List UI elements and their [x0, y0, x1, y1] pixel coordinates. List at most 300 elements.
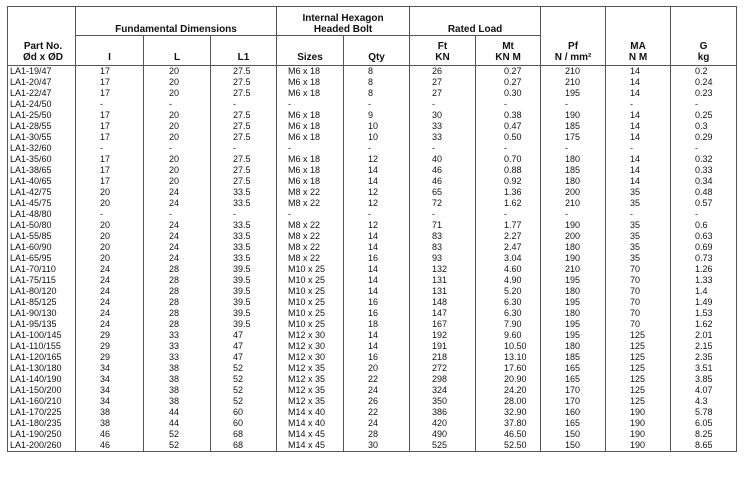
bolt-qty-cell: 18	[344, 319, 410, 330]
ma-cell: 14	[606, 88, 671, 99]
l1-cell: 47	[211, 330, 277, 341]
l-cell: 20	[144, 66, 211, 78]
i-cell: 20	[76, 242, 144, 253]
l-cell: 28	[144, 308, 211, 319]
l-cell: -	[144, 99, 211, 110]
bolt-qty-cell: 26	[344, 396, 410, 407]
part-no-cell: LA1-180/235	[8, 418, 76, 429]
l-cell: 20	[144, 121, 211, 132]
mt-cell: 0.47	[476, 121, 541, 132]
mt-cell: 5.20	[476, 286, 541, 297]
part-no-cell: LA1-190/250	[8, 429, 76, 440]
ft-cell: 324	[410, 385, 476, 396]
pf-cell: -	[541, 99, 606, 110]
part-no-cell: LA1-140/190	[8, 374, 76, 385]
l1-cell: 39.5	[211, 275, 277, 286]
g-cell: 8.25	[671, 429, 737, 440]
l-cell: 38	[144, 396, 211, 407]
g-cell: 0.3	[671, 121, 737, 132]
ft-cell: 525	[410, 440, 476, 452]
bolt-qty-cell: 8	[344, 88, 410, 99]
table-row	[8, 88, 737, 99]
l-cell: 38	[144, 385, 211, 396]
ma-cell: 190	[606, 440, 671, 452]
bolt-qty-cell: 16	[344, 352, 410, 363]
i-cell: 38	[76, 418, 144, 429]
g-cell: 5.78	[671, 407, 737, 418]
l-cell: 33	[144, 341, 211, 352]
i-cell: 46	[76, 440, 144, 452]
mt-cell: 37.80	[476, 418, 541, 429]
l1-cell: 47	[211, 341, 277, 352]
bolt-size-cell: M12 x 35	[277, 396, 344, 407]
bolt-size-cell: M12 x 35	[277, 385, 344, 396]
mt-cell: 0.70	[476, 154, 541, 165]
l-cell: 20	[144, 165, 211, 176]
pf-cell: 185	[541, 165, 606, 176]
mt-cell: -	[476, 143, 541, 154]
table-row	[8, 297, 737, 308]
pf-header-line2: N / mm²	[554, 52, 592, 63]
ft-header-line1: Ft	[437, 41, 448, 52]
bolt-qty-cell: 8	[344, 66, 410, 78]
pf-cell: 210	[541, 77, 606, 88]
fundamental-dimensions-header: Fundamental Dimensions	[76, 7, 277, 36]
mt-cell: 2.27	[476, 231, 541, 242]
g-cell: 4.3	[671, 396, 737, 407]
part-no-cell: LA1-85/125	[8, 297, 76, 308]
table-row	[8, 352, 737, 363]
g-cell: 0.63	[671, 231, 737, 242]
bolt-size-cell: -	[277, 99, 344, 110]
part-no-cell: LA1-55/85	[8, 231, 76, 242]
ma-cell: 35	[606, 231, 671, 242]
mt-header-line2: KN M	[495, 52, 521, 63]
part-no-cell: LA1-130/180	[8, 363, 76, 374]
ft-cell: 272	[410, 363, 476, 374]
l-cell: 28	[144, 264, 211, 275]
ft-cell: 420	[410, 418, 476, 429]
g-cell: 8.65	[671, 440, 737, 452]
g-cell: 2.15	[671, 341, 737, 352]
ft-cell: 148	[410, 297, 476, 308]
l1-cell: 33.5	[211, 231, 277, 242]
part-no-cell: LA1-60/90	[8, 242, 76, 253]
i-cell: 24	[76, 308, 144, 319]
mt-cell: 9.60	[476, 330, 541, 341]
part-no-cell: LA1-200/260	[8, 440, 76, 452]
bolt-qty-cell: 9	[344, 110, 410, 121]
part-no-cell: LA1-22/47	[8, 88, 76, 99]
table-row	[8, 198, 737, 209]
bolt-size-cell: M8 x 22	[277, 198, 344, 209]
ma-cell: 70	[606, 286, 671, 297]
l1-cell: 68	[211, 440, 277, 452]
part-no-cell: LA1-38/65	[8, 165, 76, 176]
l1-cell: 33.5	[211, 253, 277, 264]
mt-cell: 6.30	[476, 297, 541, 308]
l-cell: 24	[144, 253, 211, 264]
pf-cell: 180	[541, 154, 606, 165]
bolt-size-cell: M6 x 18	[277, 66, 344, 78]
pf-cell: 185	[541, 121, 606, 132]
mt-cell: 20.90	[476, 374, 541, 385]
l1-cell: 33.5	[211, 198, 277, 209]
col-i-header: I	[76, 36, 144, 66]
mt-cell: 24.20	[476, 385, 541, 396]
l1-cell: 27.5	[211, 88, 277, 99]
bolt-size-cell: M12 x 35	[277, 363, 344, 374]
pf-cell: 210	[541, 198, 606, 209]
mt-cell: 1.36	[476, 187, 541, 198]
pf-cell: 180	[541, 176, 606, 187]
ma-cell: 70	[606, 308, 671, 319]
part-no-cell: LA1-100/145	[8, 330, 76, 341]
bolt-size-cell: M10 x 25	[277, 308, 344, 319]
part-no-cell: LA1-35/60	[8, 154, 76, 165]
bolt-qty-cell: 14	[344, 275, 410, 286]
part-no-label: Part No.	[23, 41, 63, 52]
ma-cell: 14	[606, 154, 671, 165]
l-cell: 24	[144, 198, 211, 209]
spec-table-container	[7, 6, 736, 473]
bolt-size-cell: M14 x 40	[277, 407, 344, 418]
pf-cell: 185	[541, 352, 606, 363]
ft-cell: 33	[410, 121, 476, 132]
pf-cell: 190	[541, 253, 606, 264]
i-cell: 29	[76, 341, 144, 352]
ft-cell: 83	[410, 231, 476, 242]
i-cell: 38	[76, 407, 144, 418]
g-cell: 0.6	[671, 220, 737, 231]
bolt-size-cell: M10 x 25	[277, 275, 344, 286]
l1-cell: 27.5	[211, 77, 277, 88]
pf-cell: 195	[541, 297, 606, 308]
bolt-header-line1: Internal Hexagon	[302, 13, 384, 24]
table-row	[8, 154, 737, 165]
bolt-qty-cell: 28	[344, 429, 410, 440]
g-cell: 0.48	[671, 187, 737, 198]
table-row	[8, 99, 737, 110]
pf-cell: 210	[541, 66, 606, 78]
ma-header-line1: MA	[630, 41, 646, 52]
ma-cell: 35	[606, 253, 671, 264]
ft-cell: 30	[410, 110, 476, 121]
ft-cell: 40	[410, 154, 476, 165]
i-cell: 20	[76, 198, 144, 209]
table-row	[8, 396, 737, 407]
l1-cell: 27.5	[211, 154, 277, 165]
part-no-cell: LA1-40/65	[8, 176, 76, 187]
ma-cell: 70	[606, 297, 671, 308]
l-cell: 20	[144, 110, 211, 121]
part-no-cell: LA1-28/55	[8, 121, 76, 132]
bolt-size-cell: M8 x 22	[277, 187, 344, 198]
part-no-cell: LA1-32/60	[8, 143, 76, 154]
pf-cell: 195	[541, 275, 606, 286]
g-cell: 1.26	[671, 264, 737, 275]
g-cell: 0.23	[671, 88, 737, 99]
mt-cell: -	[476, 99, 541, 110]
l1-cell: 52	[211, 385, 277, 396]
i-cell: 24	[76, 275, 144, 286]
g-cell: 0.57	[671, 198, 737, 209]
bolt-qty-cell: 14	[344, 330, 410, 341]
ft-cell: 33	[410, 132, 476, 143]
i-cell: 17	[76, 176, 144, 187]
l1-cell: 39.5	[211, 264, 277, 275]
g-header-line1: G	[699, 41, 708, 52]
ma-cell: 70	[606, 319, 671, 330]
bolt-qty-cell: 24	[344, 418, 410, 429]
pf-cell: -	[541, 143, 606, 154]
i-cell: 17	[76, 132, 144, 143]
pf-cell: 165	[541, 363, 606, 374]
ma-cell: 125	[606, 352, 671, 363]
table-row	[8, 319, 737, 330]
bolt-size-cell: M10 x 25	[277, 319, 344, 330]
bolt-size-cell: M14 x 40	[277, 418, 344, 429]
l1-cell: -	[211, 99, 277, 110]
bolt-size-cell: -	[277, 209, 344, 220]
mt-cell: 1.62	[476, 198, 541, 209]
table-row	[8, 110, 737, 121]
l-cell: 28	[144, 275, 211, 286]
bolt-size-cell: M6 x 18	[277, 132, 344, 143]
bolt-qty-cell: 24	[344, 385, 410, 396]
bolt-qty-cell: 20	[344, 363, 410, 374]
bolt-size-cell: M8 x 22	[277, 253, 344, 264]
g-cell: 3.85	[671, 374, 737, 385]
bolt-qty-cell: 12	[344, 220, 410, 231]
g-cell: 1.53	[671, 308, 737, 319]
g-cell: 0.34	[671, 176, 737, 187]
table-row	[8, 341, 737, 352]
l1-cell: 33.5	[211, 220, 277, 231]
table-row	[8, 253, 737, 264]
i-cell: 24	[76, 319, 144, 330]
mt-cell: 4.90	[476, 275, 541, 286]
bolt-qty-cell: 12	[344, 198, 410, 209]
i-cell: 20	[76, 231, 144, 242]
ft-cell: 132	[410, 264, 476, 275]
ft-cell: 93	[410, 253, 476, 264]
i-cell: 29	[76, 330, 144, 341]
part-no-cell: LA1-170/225	[8, 407, 76, 418]
l-cell: 20	[144, 77, 211, 88]
i-cell: 17	[76, 88, 144, 99]
mt-cell: 28.00	[476, 396, 541, 407]
bolt-qty-cell: 12	[344, 187, 410, 198]
mt-cell: 13.10	[476, 352, 541, 363]
i-cell: 17	[76, 165, 144, 176]
table-row	[8, 308, 737, 319]
bolt-qty-cell: -	[344, 143, 410, 154]
table-row	[8, 407, 737, 418]
pf-cell: 195	[541, 330, 606, 341]
pf-header	[541, 7, 606, 66]
l1-cell: 68	[211, 429, 277, 440]
col-l1-header: L1	[211, 36, 277, 66]
ft-cell: 26	[410, 66, 476, 78]
l-cell: 20	[144, 88, 211, 99]
mt-cell: 0.38	[476, 110, 541, 121]
g-header-line2: kg	[697, 52, 710, 63]
g-cell: 2.35	[671, 352, 737, 363]
bolt-qty-cell: 10	[344, 121, 410, 132]
table-row	[8, 121, 737, 132]
bolt-qty-cell: -	[344, 209, 410, 220]
ma-cell: 125	[606, 330, 671, 341]
ma-cell: 35	[606, 187, 671, 198]
table-row	[8, 429, 737, 440]
g-cell: 0.33	[671, 165, 737, 176]
ma-cell: 70	[606, 264, 671, 275]
i-cell: 20	[76, 220, 144, 231]
ft-cell: 72	[410, 198, 476, 209]
g-cell: -	[671, 143, 737, 154]
mt-cell: 17.60	[476, 363, 541, 374]
i-cell: -	[76, 99, 144, 110]
ft-header-line2: KN	[435, 52, 450, 63]
ft-cell: 27	[410, 88, 476, 99]
pf-cell: 190	[541, 220, 606, 231]
bolt-qty-cell: 10	[344, 132, 410, 143]
g-cell: 2.01	[671, 330, 737, 341]
bolt-size-cell: -	[277, 143, 344, 154]
table-row	[8, 66, 737, 78]
bolt-header	[277, 7, 410, 36]
ma-cell: 14	[606, 66, 671, 78]
g-cell: 1.4	[671, 286, 737, 297]
ma-cell: 190	[606, 429, 671, 440]
ft-cell: 83	[410, 242, 476, 253]
table-row	[8, 374, 737, 385]
table-row	[8, 440, 737, 452]
l-cell: 24	[144, 187, 211, 198]
i-cell: 46	[76, 429, 144, 440]
i-cell: 17	[76, 77, 144, 88]
mt-header-line1: Mt	[502, 41, 514, 52]
bolt-qty-cell: 12	[344, 154, 410, 165]
mt-cell: 0.92	[476, 176, 541, 187]
table-row	[8, 209, 737, 220]
ma-header	[606, 7, 671, 66]
l1-cell: 27.5	[211, 66, 277, 78]
bolt-qty-cell: 14	[344, 231, 410, 242]
mt-cell: 4.60	[476, 264, 541, 275]
i-cell: -	[76, 143, 144, 154]
l1-cell: 60	[211, 407, 277, 418]
g-header	[671, 7, 737, 66]
l-cell: 52	[144, 440, 211, 452]
g-cell: 0.32	[671, 154, 737, 165]
ma-cell: -	[606, 209, 671, 220]
bolt-qty-cell: 16	[344, 253, 410, 264]
part-no-cell: LA1-75/115	[8, 275, 76, 286]
part-no-cell: LA1-120/165	[8, 352, 76, 363]
ma-cell: 14	[606, 121, 671, 132]
table-row	[8, 143, 737, 154]
i-cell: 34	[76, 374, 144, 385]
pf-cell: 165	[541, 374, 606, 385]
ma-cell: 35	[606, 198, 671, 209]
bolt-qty-cell: 14	[344, 242, 410, 253]
mt-cell: 0.30	[476, 88, 541, 99]
table-row	[8, 286, 737, 297]
part-no-cell: LA1-80/120	[8, 286, 76, 297]
l-cell: 33	[144, 352, 211, 363]
part-no-cell: LA1-24/50	[8, 99, 76, 110]
table-row	[8, 165, 737, 176]
g-cell: -	[671, 99, 737, 110]
l1-cell: 47	[211, 352, 277, 363]
part-no-cell: LA1-25/50	[8, 110, 76, 121]
pf-cell: 180	[541, 308, 606, 319]
pf-cell: 180	[541, 286, 606, 297]
ma-cell: 35	[606, 242, 671, 253]
g-cell: 6.05	[671, 418, 737, 429]
bolt-size-cell: M6 x 18	[277, 121, 344, 132]
g-cell: 4.07	[671, 385, 737, 396]
table-row	[8, 220, 737, 231]
l-cell: 28	[144, 297, 211, 308]
bolt-size-cell: M12 x 30	[277, 352, 344, 363]
mt-cell: 0.88	[476, 165, 541, 176]
g-cell: 0.25	[671, 110, 737, 121]
l-cell: 24	[144, 231, 211, 242]
l1-cell: 27.5	[211, 121, 277, 132]
mt-cell: 46.50	[476, 429, 541, 440]
l1-cell: -	[211, 143, 277, 154]
l1-cell: 52	[211, 363, 277, 374]
ma-cell: 70	[606, 275, 671, 286]
bolt-qty-cell: 22	[344, 407, 410, 418]
i-cell: 34	[76, 396, 144, 407]
bolt-size-cell: M14 x 45	[277, 429, 344, 440]
table-body	[8, 66, 737, 452]
ft-cell: 191	[410, 341, 476, 352]
mt-cell: 7.90	[476, 319, 541, 330]
l-cell: 20	[144, 154, 211, 165]
l-cell: 44	[144, 418, 211, 429]
part-no-cell: LA1-90/130	[8, 308, 76, 319]
l-cell: -	[144, 143, 211, 154]
pf-cell: 210	[541, 264, 606, 275]
table-row	[8, 418, 737, 429]
part-no-cell: LA1-70/110	[8, 264, 76, 275]
bolt-size-cell: M6 x 18	[277, 165, 344, 176]
part-no-cell: LA1-45/75	[8, 198, 76, 209]
part-no-sub-label: Ød x ØD	[22, 52, 63, 63]
ma-cell: 125	[606, 374, 671, 385]
l-cell: 24	[144, 242, 211, 253]
l1-cell: 39.5	[211, 297, 277, 308]
bolt-qty-cell: 16	[344, 297, 410, 308]
table-header	[8, 7, 737, 66]
part-no-cell: LA1-42/75	[8, 187, 76, 198]
l1-cell: 27.5	[211, 110, 277, 121]
col-l-header: L	[144, 36, 211, 66]
bolt-size-cell: M12 x 35	[277, 374, 344, 385]
bolt-qty-cell: 8	[344, 77, 410, 88]
i-cell: 17	[76, 66, 144, 78]
bolt-qty-cell: 14	[344, 286, 410, 297]
i-cell: 24	[76, 286, 144, 297]
i-cell: 29	[76, 352, 144, 363]
ft-cell: 46	[410, 176, 476, 187]
bolt-qty-cell: 14	[344, 341, 410, 352]
